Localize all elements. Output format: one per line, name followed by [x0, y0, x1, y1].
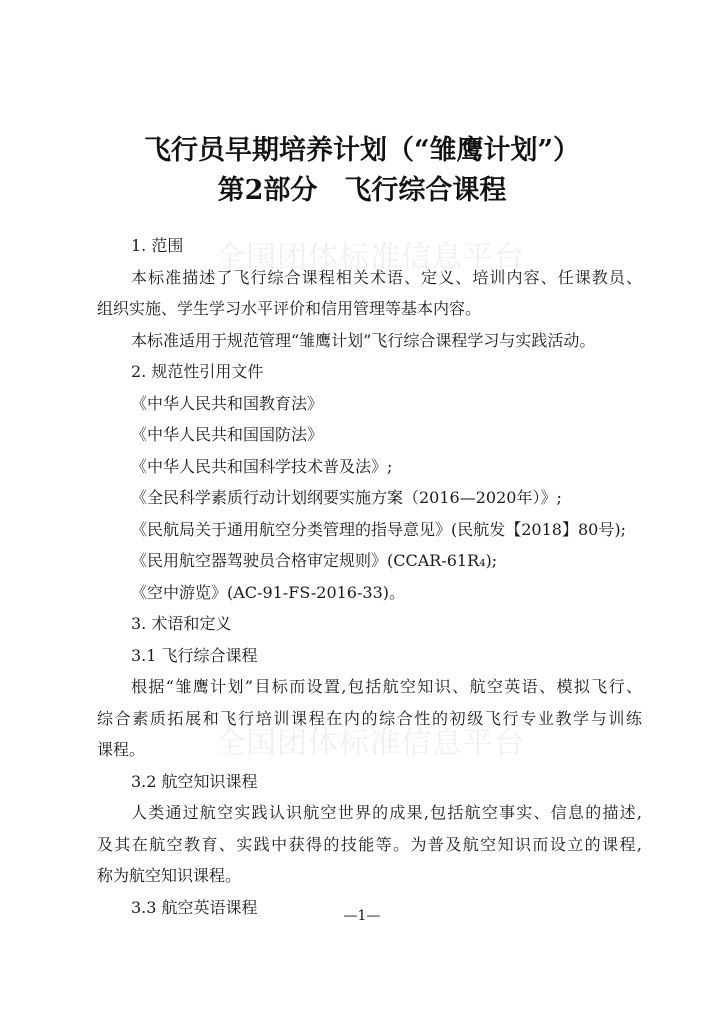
- paragraph-line: 课程。: [97, 740, 146, 759]
- paragraph-line: 及其在航空教育、实践中获得的技能等。为普及航空知识而设立的课程,: [97, 834, 642, 854]
- subsection-heading: 3.2 航空知识课程: [131, 771, 258, 791]
- paragraph-line: 称为航空知识课程。: [97, 866, 242, 885]
- subsection-heading: 3.1 飞行综合课程: [131, 645, 258, 665]
- reference-item: 《民用航空器驾驶员合格审定规则》(CCAR-61R₄);: [131, 551, 498, 570]
- page-number: —1—: [343, 908, 381, 924]
- paragraph-line: 人类通过航空实践认识航空世界的成果,包括航空事实、信息的描述,: [131, 803, 642, 822]
- reference-item: 《空中游览》(AC-91-FS-2016-33)。: [131, 582, 405, 602]
- reference-item: 《中华人民共和国教育法》: [131, 393, 324, 413]
- subsection-heading: 3.3 航空英语课程: [131, 897, 258, 917]
- watermark: 全国团体标准信息平台: [215, 240, 525, 275]
- reference-item: 《中华人民共和国科学技术普及法》;: [131, 456, 393, 476]
- section-heading-terms: 3. 术语和定义: [131, 614, 232, 633]
- paragraph-line: 组织实施、学生学习水平评价和信用管理等基本内容。: [97, 299, 482, 318]
- section-heading-references: 2. 规范性引用文件: [131, 362, 264, 381]
- reference-item: 《民航局关于通用航空分类管理的指导意见》(民航发【2018】80号);: [131, 519, 626, 539]
- document-body: [97, 230, 642, 923]
- section-heading-scope: 1. 范围: [131, 236, 184, 255]
- paragraph-line: 根据“雏鹰计划”目标而设置,包括航空知识、航空英语、模拟飞行、: [131, 677, 642, 696]
- document-title: 飞行员早期培养计划（“雏鹰计划”）: [143, 135, 581, 166]
- watermark: 全国团体标准信息平台: [215, 726, 525, 761]
- document-subtitle: 第2部分 飞行综合课程: [217, 175, 507, 206]
- reference-item: 《全民科学素质行动计划纲要实施方案（2016—2020年）》;: [131, 488, 562, 507]
- paragraph-line: 本标准适用于规范管理“雏鹰计划”飞行综合课程学习与实践活动。: [131, 330, 596, 350]
- paragraph-line: 综合素质拓展和飞行培训课程在内的综合性的初级飞行专业教学与训练: [97, 708, 642, 728]
- paragraph-line: 本标准描述了飞行综合课程相关术语、定义、培训内容、任课教员、: [131, 267, 642, 287]
- reference-item: 《中华人民共和国国防法》: [131, 425, 324, 444]
